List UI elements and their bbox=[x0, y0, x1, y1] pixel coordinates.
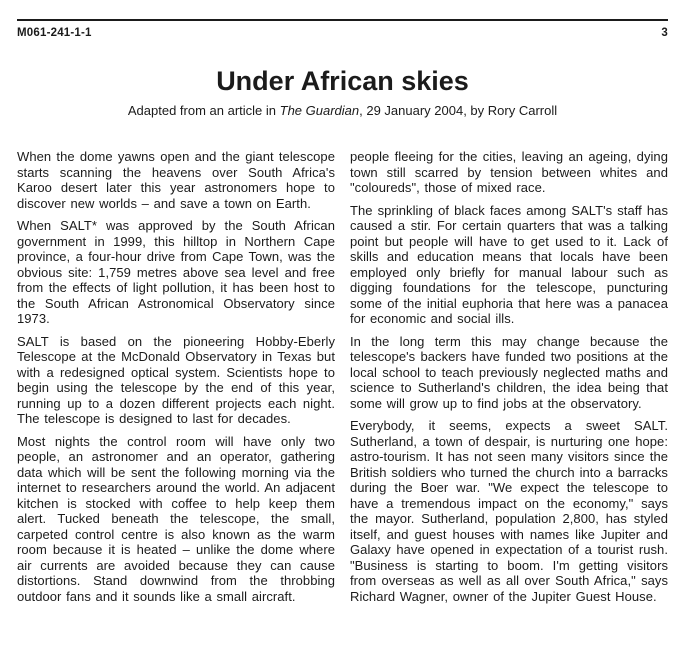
subtitle-source: The Guardian bbox=[279, 102, 360, 118]
paragraph: SALT is based on the pioneering Hobby-Eberly Telescope at the McDonald Observatory in Texas but with a redesigned optical system. Scientists hope to begin using the telescope by the end of this year, running up to a dozen different projects each night. The telescope is designed to last for decades. bbox=[17, 333, 335, 427]
article-subtitle bbox=[17, 103, 668, 119]
article-body bbox=[17, 149, 668, 604]
page-header bbox=[17, 21, 668, 39]
paragraph: Most nights the control room will have only two people, an astronomer and an operator, gathering data which will be sent the following morning via the internet to researchers around the world. An adjacent kitchen is stocked with coffee to help keep them alert. Tucked beneath the telescope, the small, carpeted control centre is also known as the warm room because it is heated – unlike the dome where air currents are avoided because they can cause distortions. Stand downwind from the throbbing outdoor fans and it sounds like a small aircraft. bbox=[17, 433, 335, 604]
paragraph: In the long term this may change because the telescope's backers have funded two positions at the local school to teach previously neglected maths and science to Sutherland's children, the idea being that some will grow up to find jobs at the observatory. bbox=[350, 333, 668, 411]
right-column bbox=[350, 149, 668, 604]
article-title: Under African skies bbox=[216, 66, 469, 96]
paragraph: people fleeing for the cities, leaving an ageing, dying town still scarred by tension between whites and "coloureds", those of mixed race. bbox=[350, 149, 668, 196]
paragraph: When SALT* was approved by the South African government in 1999, this hilltop in Northern Cape province, a four-hour drive from Cape Town, was the obvious site: 1,759 metres above sea level and free from the effects of light pollution, it has been host to the South African Astronomical Observatory since 1973. bbox=[17, 218, 335, 327]
left-column bbox=[17, 149, 335, 604]
page-number: 3 bbox=[661, 27, 668, 39]
subtitle-prefix: Adapted from an article in bbox=[127, 102, 280, 118]
subtitle-suffix: , 29 January 2004, by Rory Carroll bbox=[359, 102, 558, 118]
paragraph: The sprinkling of black faces among SALT's staff has caused a stir. For certain quarters that was a talking point but people will have to get used to it. Lack of skills and education means that locals have been employed only briefly for manual labour such as digging foundations for the telescope, puncturing some of the initial euphoria that here was a panacea for economic and social ills. bbox=[350, 202, 668, 327]
doc-code: M061-241-1-1 bbox=[17, 27, 92, 39]
paragraph: Everybody, it seems, expects a sweet SALT. Sutherland, a town of despair, is nurturing one hope: astro-tourism. It has not seen many visitors since the British soldiers who turned the church into a barracks during the Boer war. "We expect the telescope to have a tremendous impact on the economy," says the mayor. Sutherland, population 2,800, has styled itself, and guest houses with names like Jupiter and Galaxy have opened in expectation of a tourist rush. "Business is starting to boom. I'm getting visitors from overseas as well as all over South Africa," says Richard Wagner, owner of the Jupiter Guest House. bbox=[350, 418, 668, 604]
paragraph: When the dome yawns open and the giant telescope starts scanning the heavens over South Africa's Karoo desert later this year astronomers hope to discover new worlds – and save a town on Earth. bbox=[17, 149, 335, 211]
